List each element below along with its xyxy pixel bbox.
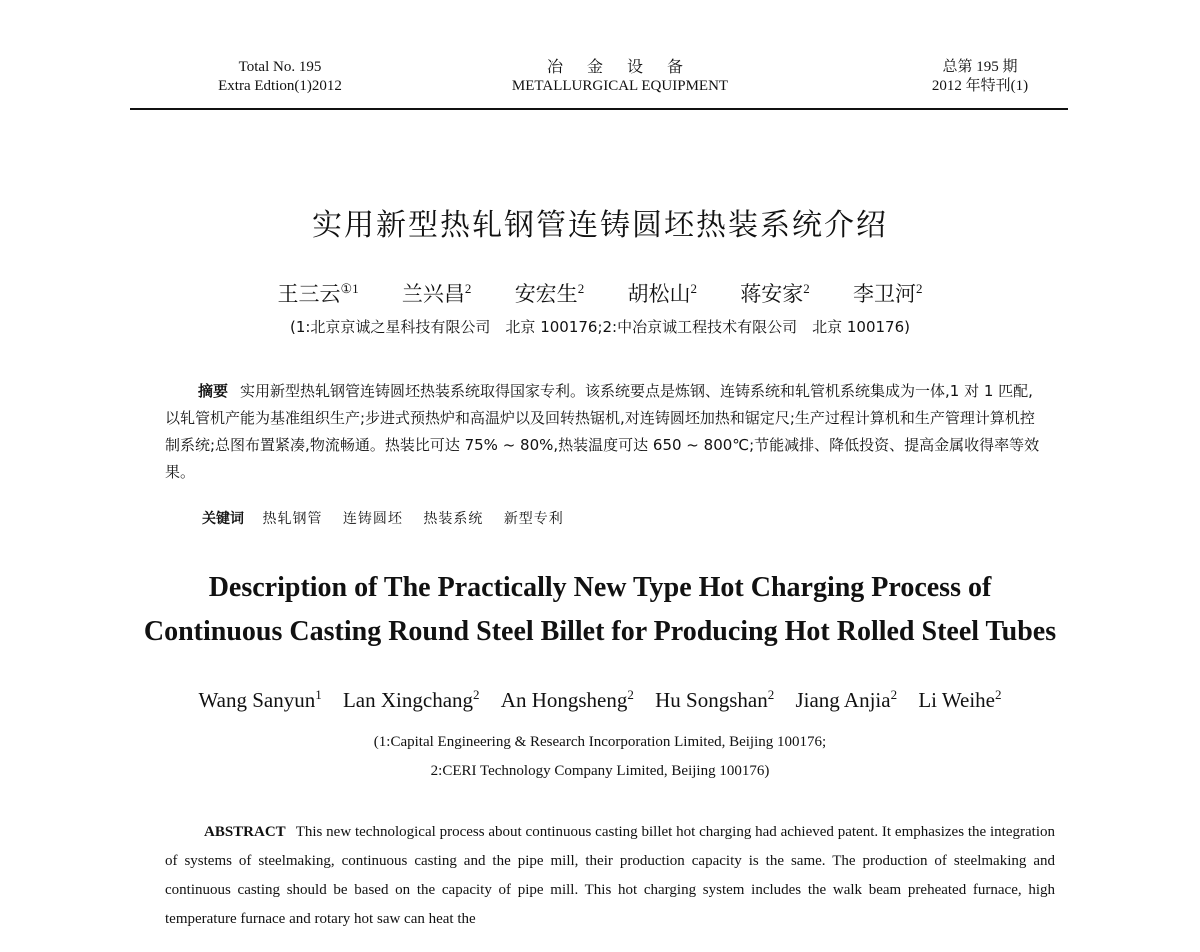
- issue-edition: Extra Edtion(1)2012: [218, 78, 342, 94]
- journal-name-cn: 冶 金 设 备: [546, 59, 693, 76]
- author-list-cn: [0, 278, 1200, 308]
- keywords-cn: [202, 508, 1042, 528]
- author-cn: 李卫河$^2$: [852, 281, 923, 306]
- abstract-label-en: ABSTRACT: [204, 824, 286, 840]
- abstract-label-cn: 摘要: [198, 382, 229, 400]
- author-cn: 蒋安家$^2$: [740, 281, 810, 306]
- issue-number-cn: 总第 195 期: [942, 59, 1018, 75]
- header-rule: [130, 108, 1068, 110]
- issue-number: Total No. 195: [238, 59, 322, 75]
- abstract-text-en: This new technological process about continuous casting billet hot charging had achieved patent. It emphasizes the integration of systems of steelmaking, continuous casting and the pipe mill, their production capacity is the same. The production of steelmaking and continuous casting should be based on the capacity of pipe mill. This hot charging system includes the walk beam preheated furnace, high temperature furnace and rotary hot saw can heat the: [165, 824, 1055, 927]
- author-cn: 兰兴昌$^2$: [401, 281, 472, 306]
- paper-title-en: [0, 566, 1200, 654]
- title-line-2: Continuous Casting Round Steel Billet for Producing Hot Rolled Steel Tubes: [143, 616, 1057, 647]
- keyword: 新型专利: [503, 511, 564, 527]
- abstract-text-cn: 实用新型热轧钢管连铸圆坯热装系统取得国家专利。该系统要点是炼钢、连铸系统和轧管机系统集成为一体,1 对 1 匹配,以轧管机产能为基准组织生产;步进式预热炉和高温炉以及回转热锯机,对连铸圆坯加热和锯定尺;生产过程计算机和生产管理计算机控制系统;总图布置紧凑,物流畅通。热装比可达 75% ~ 80%,热装温度可达 650 ~ 800℃;节能减排、降低投资、提高金属收得率等效果。: [165, 382, 1040, 481]
- journal-issue-cn: [880, 58, 1080, 96]
- author-en: Wang Sanyun$^1$: [198, 687, 322, 712]
- author-en: Li Weihe$^2$: [918, 687, 1002, 712]
- issue-edition-cn: 2012 年特刊(1): [931, 78, 1029, 94]
- author-cn: 胡松山$^2$: [627, 281, 697, 306]
- author-en: Jiang Anjia$^2$: [795, 687, 898, 712]
- journal-name-en: METALLURGICAL EQUIPMENT: [511, 78, 729, 94]
- affiliation-line-1: (1:Capital Engineering & Research Incorporation Limited, Beijing 100176;: [373, 734, 827, 750]
- title-line-1: Description of The Practically New Type Hot Charging Process of: [208, 572, 992, 603]
- abstract-en: [165, 818, 1055, 934]
- paper-title-cn: 实用新型热轧钢管连铸圆坯热装系统介绍: [312, 208, 888, 243]
- journal-issue-en: [150, 58, 410, 96]
- keyword: 热轧钢管: [262, 511, 323, 527]
- affiliation-cn: (1:北京京诚之星科技有限公司 北京 100176;2:中冶京诚工程技术有限公司 北京 100176): [289, 318, 910, 336]
- affiliation-en: [0, 728, 1200, 786]
- abstract-cn: [165, 378, 1045, 486]
- author-en: Lan Xingchang$^2$: [342, 687, 480, 712]
- author-cn: 王三云$^{①1}$: [277, 281, 359, 306]
- affiliation-line-2: 2:CERI Technology Company Limited, Beijing 100176): [430, 763, 770, 779]
- keyword: 连铸圆坯: [342, 511, 403, 527]
- author-list-en: [0, 688, 1200, 713]
- author-en: An Hongsheng$^2$: [500, 687, 634, 712]
- keyword: 热装系统: [423, 511, 484, 527]
- keywords-label-cn: 关键词: [202, 511, 244, 527]
- journal-name: [470, 58, 770, 96]
- author-en: Hu Songshan$^2$: [655, 687, 775, 712]
- author-cn: 安宏生$^2$: [514, 281, 585, 306]
